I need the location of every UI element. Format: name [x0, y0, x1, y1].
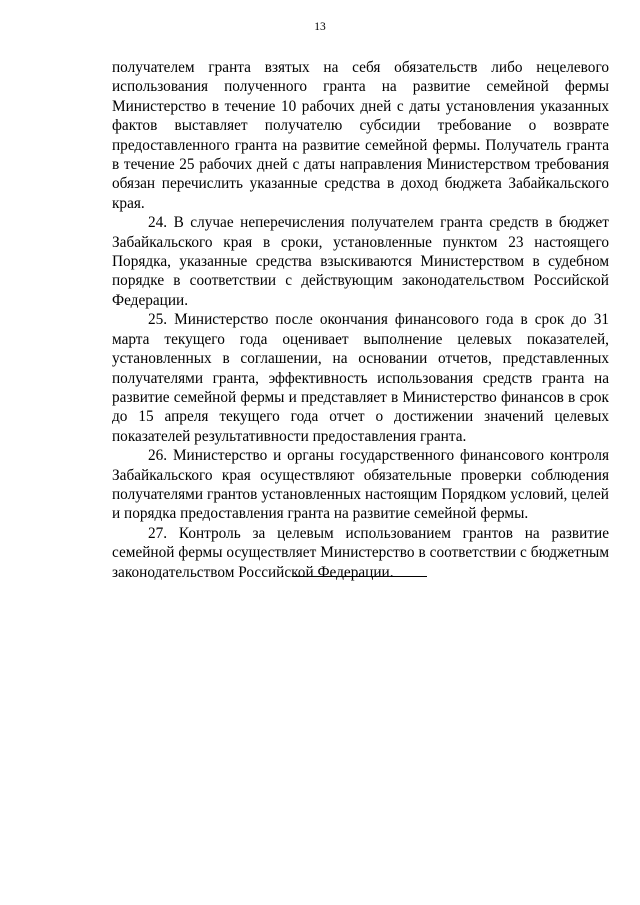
document-body — [112, 58, 609, 582]
paragraph-24: 24. В случае неперечисления получателем гранта средств в бюджет Забайкальского края в сроки, установленные пунктом 23 настоящего Порядка, указанные средства взыскиваются Министерством в судебном порядке в соответствии с действующим законодательством Российской Федерации. — [112, 214, 609, 309]
paragraph-26: 26. Министерство и органы государственного финансового контроля Забайкальского края осуществляют обязательные проверки соблюдения получателями грантов установленных настоящим Порядком условий, целей и порядка предоставления гранта на развитие семейной фермы. — [112, 447, 609, 523]
paragraph-27: 27. Контроль за целевым использованием грантов на развитие семейной фермы осуществляет Министерство в соответствии с бюджетным законодательством Российской Федерации. — [112, 524, 609, 581]
paragraph-continuation: получателем гранта взятых на себя обязательств либо нецелевого использования полученного гранта на развитие семейной фермы Министерство в течение 10 рабочих дней с даты установления указанных фактов выставляет получателю субсидии требование о возврате предоставленного гранта на развитие семейной фермы. Получатель гранта в течение 25 рабочих дней с даты направления Министерством требования обязан перечислить указанные средства в доход бюджета Забайкальского края. — [112, 59, 609, 212]
end-divider-line — [292, 576, 427, 577]
paragraph-25: 25. Министерство после окончания финансового года в срок до 31 марта текущего года оценивает выполнение целевых показателей, установленных в соглашении, на основании отчетов, представленных получателями гранта, эффективность использования средств гранта на развитие семейной фермы и представляет в Министерство финансов в срок до 15 апреля текущего года отчет о достижении значений целевых показателей результативности предоставления гранта. — [112, 311, 609, 445]
page-number: 13 — [314, 21, 326, 33]
